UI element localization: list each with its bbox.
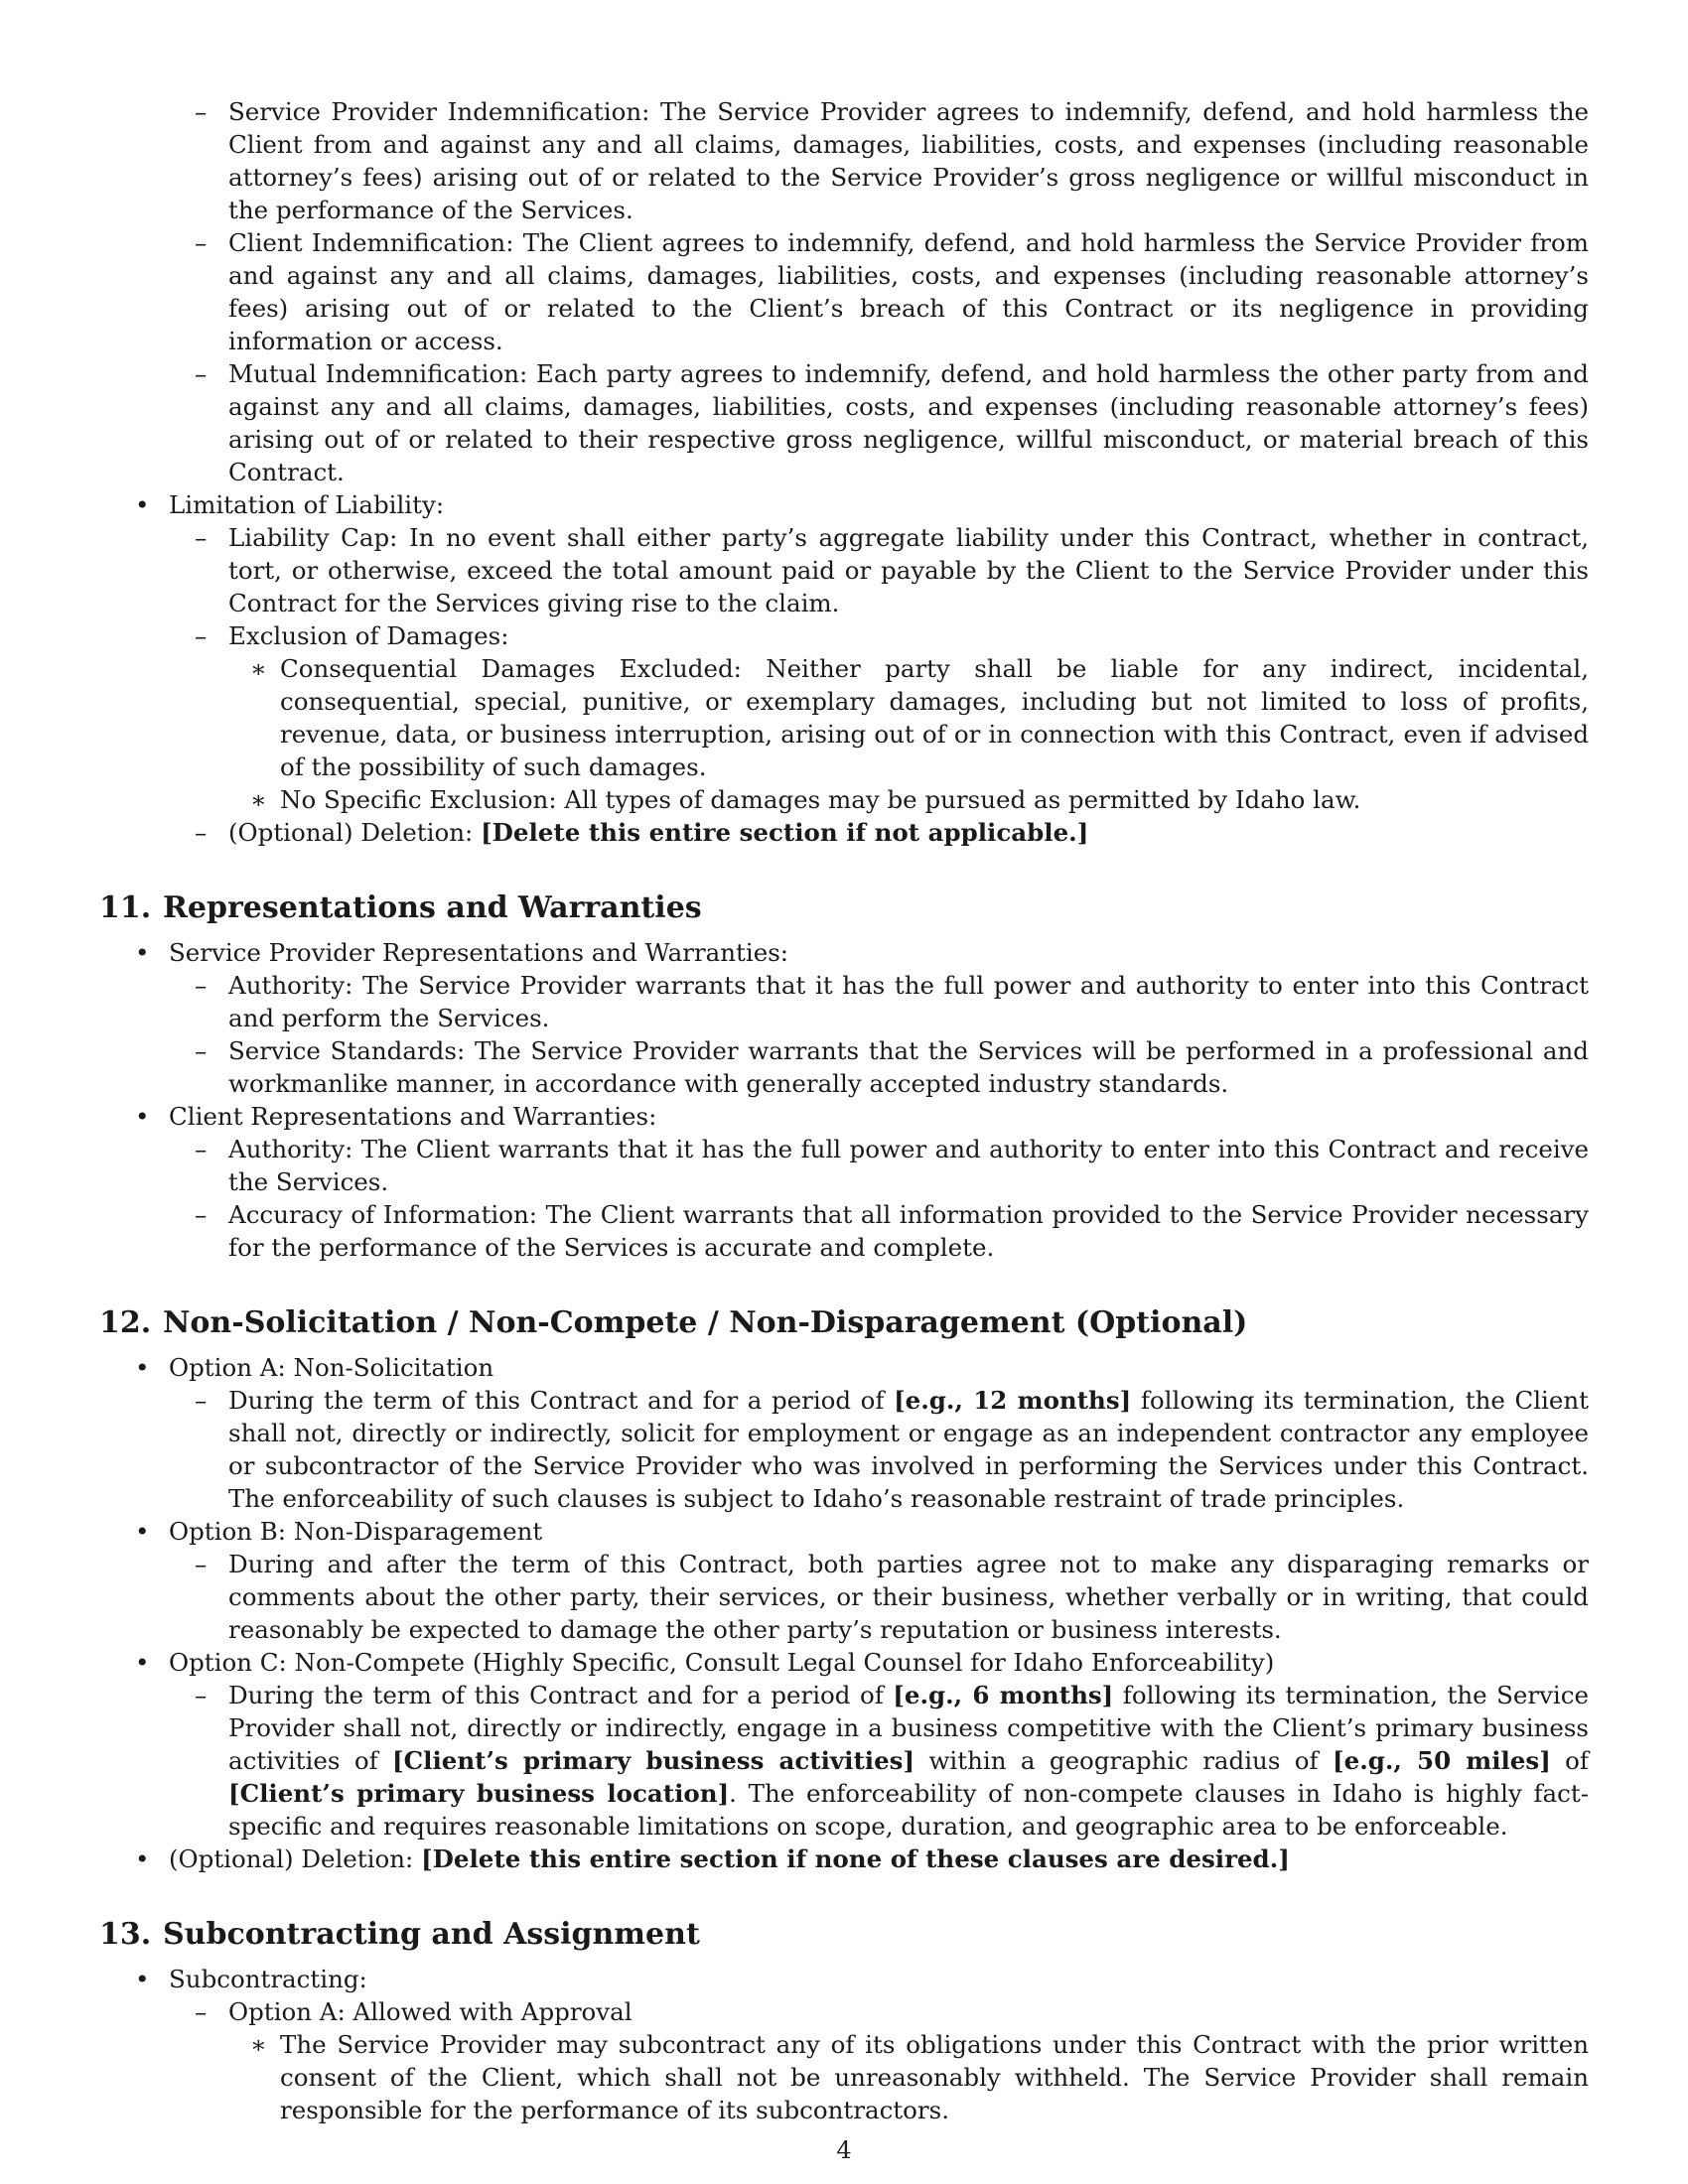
option-a-text: following its termination, the Client shall not, directly or indirectly, solicit for employment or engage as an independent contractor any employee or subcontractor of the Service Provider who was involved in performing the Services under this Contract. The enforceability of such clauses is subject to Idaho’s reasonable restraint of trade principles. bbox=[228, 1386, 1590, 1513]
deletion-label: (Optional) Deletion: bbox=[169, 1844, 422, 1873]
list-item bbox=[99, 619, 1589, 652]
list-item bbox=[99, 1384, 1589, 1515]
option-b-text: During and after the term of this Contract, both parties agree not to make any disparaging remarks or comments about the other party, their services, or their business, whether verbally or in writing, that could reasonably be expected to damage the other party’s reputation or business interests. bbox=[228, 1550, 1589, 1644]
list-item bbox=[99, 652, 1589, 783]
bullet-marker: • bbox=[135, 1517, 150, 1546]
section-title: Non-Solicitation / Non-Compete / Non-Disparagement (Optional) bbox=[163, 1305, 1248, 1340]
dash-marker: – bbox=[195, 523, 208, 552]
list-item bbox=[99, 1351, 1589, 1384]
dash-marker: – bbox=[195, 1550, 208, 1578]
bullet-marker: • bbox=[135, 1965, 150, 1993]
dash-marker: – bbox=[195, 818, 208, 847]
star-marker: ∗ bbox=[250, 654, 267, 683]
sp-authority-text: Authority: The Service Provider warrants that it has the full power and authority to enter into this Contract and perform the Services. bbox=[228, 971, 1589, 1032]
star-marker: ∗ bbox=[250, 2030, 267, 2059]
consequential-damages-text: Consequential Damages Excluded: Neither party shall be liable for any indirect, incidental, consequential, special, punitive, or exemplary damages, including but not limited to loss of profits, revenue, data, or business interruption, arising out of or in connection with this Contract, even if advised of the possibility of such damages. bbox=[280, 654, 1589, 781]
mutual-indemnification-text: Mutual Indemnification: Each party agrees to indemnify, defend, and hold harmless the other party from and against any and all claims, damages, liabilities, costs, and expenses (including reasonable attorney’s fees) arising out of or related to their respective gross negligence, willful misconduct, or material breach of this Contract. bbox=[228, 359, 1589, 486]
dash-marker: – bbox=[195, 971, 208, 1000]
section-number: 12. bbox=[99, 1305, 152, 1340]
client-warranties-heading: Client Representations and Warranties: bbox=[169, 1102, 657, 1131]
subcontracting-heading: Subcontracting: bbox=[169, 1965, 367, 1993]
option-c-text: During the term of this Contract and for a period of bbox=[228, 1681, 894, 1709]
list-item bbox=[99, 226, 1589, 357]
option-c-text: following its termination, the Service Provider shall not, directly or indirectly, engage in a business competitive with the Client’s primary business activities of bbox=[228, 1681, 1589, 1775]
placeholder-activities: [Client’s primary business activities] bbox=[392, 1746, 915, 1775]
dash-marker: – bbox=[195, 97, 208, 126]
list-item bbox=[99, 783, 1589, 816]
list-item bbox=[99, 1843, 1589, 1875]
dash-marker: – bbox=[195, 1135, 208, 1163]
list-item bbox=[99, 521, 1589, 619]
dash-marker: – bbox=[195, 1036, 208, 1065]
dash-marker: – bbox=[195, 359, 208, 388]
list-item bbox=[99, 1198, 1589, 1264]
client-indemnification-text: Client Indemnification: The Client agrees to indemnify, defend, and hold harmless the Service Provider from and against any and all claims, damages, liabilities, costs, and expenses (including reasonable attorney’s fees) arising out of or related to the Client’s breach of this Contract or its negligence in providing information or access. bbox=[228, 228, 1589, 355]
section-title: Representations and Warranties bbox=[163, 890, 702, 925]
deletion-instruction: [Delete this entire section if none of these clauses are desired.] bbox=[421, 1844, 1290, 1873]
dash-marker: – bbox=[195, 1997, 208, 2026]
bullet-marker: • bbox=[135, 1844, 150, 1873]
page-number: 4 bbox=[836, 2136, 852, 2164]
placeholder-radius: [e.g., 50 miles] bbox=[1333, 1746, 1551, 1775]
option-c-text: of bbox=[1550, 1746, 1589, 1775]
provider-indemnification-text: Service Provider Indemnification: The Service Provider agrees to indemnify, defend, and hold harmless the Client from and against any and all claims, damages, liabilities, costs, and expenses (including reasonable attorney’s fees) arising out of or related to the Service Provider’s gross negligence or willful misconduct in the performance of the Services. bbox=[228, 97, 1589, 224]
dash-marker: – bbox=[195, 621, 208, 650]
section-title: Subcontracting and Assignment bbox=[163, 1917, 700, 1952]
list-item bbox=[99, 1548, 1589, 1646]
bullet-marker: • bbox=[135, 1102, 150, 1131]
list-item bbox=[99, 816, 1589, 849]
dash-marker: – bbox=[195, 228, 208, 257]
section-heading-12 bbox=[99, 1303, 1589, 1343]
deletion-label: (Optional) Deletion: bbox=[228, 818, 482, 847]
document-page bbox=[99, 95, 1589, 2126]
option-c-heading: Option C: Non-Compete (Highly Specific, Consult Legal Counsel for Idaho Enforceability) bbox=[169, 1648, 1275, 1677]
list-item bbox=[99, 95, 1589, 226]
bullet-marker: • bbox=[135, 1353, 150, 1382]
section-number: 13. bbox=[99, 1917, 152, 1952]
exclusion-heading: Exclusion of Damages: bbox=[228, 621, 509, 650]
sp-standards-text: Service Standards: The Service Provider warrants that the Services will be performed in a professional and workmanlike manner, in accordance with generally accepted industry standards. bbox=[228, 1036, 1589, 1098]
list-item bbox=[99, 1995, 1589, 2028]
deletion-instruction: [Delete this entire section if not applicable.] bbox=[481, 818, 1089, 847]
option-a-heading: Option A: Allowed with Approval bbox=[228, 1997, 633, 2026]
list-item bbox=[99, 1034, 1589, 1100]
list-item bbox=[99, 1646, 1589, 1679]
list-item bbox=[99, 2028, 1589, 2126]
option-c-text: within a geographic radius of bbox=[914, 1746, 1334, 1775]
sp-warranties-heading: Service Provider Representations and Warranties: bbox=[169, 938, 789, 967]
option-a-text: During the term of this Contract and for a period of bbox=[228, 1386, 895, 1415]
list-item bbox=[99, 969, 1589, 1034]
client-accuracy-text: Accuracy of Information: The Client warrants that all information provided to the Service Provider necessary for the performance of the Services is accurate and complete. bbox=[228, 1200, 1589, 1262]
subcontracting-text: The Service Provider may subcontract any of its obligations under this Contract with the prior written consent of the Client, which shall not be unreasonably withheld. The Service Provider shall remain responsible for the performance of its subcontractors. bbox=[280, 2030, 1589, 2124]
list-item bbox=[99, 1515, 1589, 1548]
limitation-heading: Limitation of Liability: bbox=[169, 490, 445, 519]
dash-marker: – bbox=[195, 1681, 208, 1709]
client-authority-text: Authority: The Client warrants that it has the full power and authority to enter into this Contract and receive the Services. bbox=[228, 1135, 1589, 1196]
list-item bbox=[99, 1679, 1589, 1843]
section-number: 11. bbox=[99, 890, 152, 925]
liability-cap-text: Liability Cap: In no event shall either party’s aggregate liability under this Contract, whether in contract, tort, or otherwise, exceed the total amount paid or payable by the Client to the Service Provider under this Contract for the Services giving rise to the claim. bbox=[228, 523, 1589, 617]
list-item bbox=[99, 357, 1589, 488]
no-specific-exclusion-text: No Specific Exclusion: All types of damages may be pursued as permitted by Idaho law. bbox=[280, 785, 1361, 814]
option-b-heading: Option B: Non-Disparagement bbox=[169, 1517, 543, 1546]
placeholder-period: [e.g., 6 months] bbox=[893, 1681, 1114, 1709]
bullet-marker: • bbox=[135, 490, 150, 519]
section-heading-11 bbox=[99, 888, 1589, 928]
option-a-heading: Option A: Non-Solicitation bbox=[169, 1353, 494, 1382]
dash-marker: – bbox=[195, 1200, 208, 1229]
dash-marker: – bbox=[195, 1386, 208, 1415]
placeholder-period: [e.g., 12 months] bbox=[894, 1386, 1132, 1415]
bullet-marker: • bbox=[135, 1648, 150, 1677]
option-c-text: . The enforceability of non-compete clauses in Idaho is highly fact-specific and requires reasonable limitations on scope, duration, and geographic area to be enforceable. bbox=[228, 1779, 1589, 1841]
list-item bbox=[99, 1133, 1589, 1198]
star-marker: ∗ bbox=[250, 785, 267, 814]
list-item bbox=[99, 1963, 1589, 1995]
section-heading-13 bbox=[99, 1915, 1589, 1955]
bullet-marker: • bbox=[135, 938, 150, 967]
placeholder-location: [Client’s primary business location] bbox=[228, 1779, 730, 1808]
list-item bbox=[99, 1100, 1589, 1133]
list-item bbox=[99, 936, 1589, 969]
list-item bbox=[99, 488, 1589, 521]
